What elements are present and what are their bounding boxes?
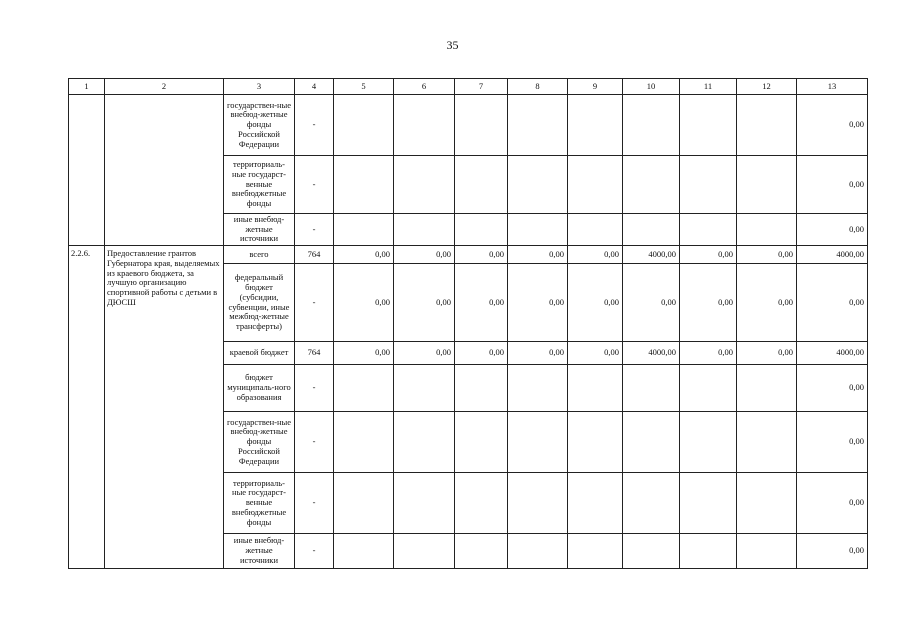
header-row (69, 79, 868, 95)
total-cell: 4000,00 (797, 246, 868, 264)
header-cell: 3 (224, 79, 295, 95)
total-cell: 0,00 (797, 534, 868, 569)
value-cell: 0,00 (680, 342, 737, 365)
header-cell: 9 (568, 79, 623, 95)
value-cell: 0,00 (737, 264, 797, 342)
header-cell: 6 (394, 79, 455, 95)
source-cell: всего (224, 246, 295, 264)
header-cell: 8 (508, 79, 568, 95)
name-cell (105, 95, 224, 246)
value-cell: 0,00 (455, 342, 508, 365)
value-cell: 0,00 (455, 264, 508, 342)
header-cell: 10 (623, 79, 680, 95)
header-cell: 12 (737, 79, 797, 95)
value-cell: 0,00 (737, 246, 797, 264)
value-cell: 0,00 (334, 246, 394, 264)
code-value-cell: - (295, 412, 334, 473)
header-cell: 13 (797, 79, 868, 95)
header-cell: 1 (69, 79, 105, 95)
source-cell: краевой бюджет (224, 342, 295, 365)
total-cell: 0,00 (797, 214, 868, 246)
code-value-cell: - (295, 473, 334, 534)
value-cell: 0,00 (394, 246, 455, 264)
total-cell: 0,00 (797, 264, 868, 342)
source-cell: федеральный бюджет (субсидии, субвенции, иные межбюд-жетные трансферты) (224, 264, 295, 342)
table-row (69, 95, 868, 156)
header-cell: 5 (334, 79, 394, 95)
header-cell: 11 (680, 79, 737, 95)
value-cell: 4000,00 (623, 342, 680, 365)
value-cell: 0,00 (737, 342, 797, 365)
value-cell: 0,00 (334, 264, 394, 342)
source-cell: территориаль-ные государст-венные внебюджетные фонды (224, 473, 295, 534)
value-cell: 0,00 (508, 342, 568, 365)
code-value-cell: - (295, 214, 334, 246)
total-cell: 4000,00 (797, 342, 868, 365)
source-cell: иные внебюд-жетные источники (224, 214, 295, 246)
total-cell: 0,00 (797, 473, 868, 534)
header-cell: 2 (105, 79, 224, 95)
code-value-cell: - (295, 365, 334, 412)
code-value-cell: - (295, 264, 334, 342)
total-cell: 0,00 (797, 95, 868, 156)
value-cell: 0,00 (394, 342, 455, 365)
total-cell: 0,00 (797, 412, 868, 473)
code-value-cell: 764 (295, 246, 334, 264)
source-cell: государствен-ные внебюд-жетные фонды Российской Федерации (224, 95, 295, 156)
value-cell: 0,00 (623, 264, 680, 342)
total-cell: 0,00 (797, 365, 868, 412)
code-value-cell: - (295, 534, 334, 569)
value-cell: 0,00 (680, 246, 737, 264)
value-cell: 0,00 (680, 264, 737, 342)
name-cell: Предоставление грантов Губернатора края, выделяемых из краевого бюджета, за лучшую организацию спортивной работы с детьми в ДЮСШ (105, 246, 224, 569)
value-cell: 0,00 (508, 246, 568, 264)
value-cell: 0,00 (568, 342, 623, 365)
value-cell: 0,00 (508, 264, 568, 342)
code-cell (69, 95, 105, 246)
header-cell: 4 (295, 79, 334, 95)
budget-table (68, 78, 868, 569)
code-value-cell: - (295, 95, 334, 156)
total-cell: 0,00 (797, 156, 868, 214)
page-number: 35 (446, 38, 459, 52)
header-cell: 7 (455, 79, 508, 95)
value-cell: 0,00 (334, 342, 394, 365)
value-cell: 0,00 (394, 264, 455, 342)
value-cell: 0,00 (568, 264, 623, 342)
value-cell: 0,00 (455, 246, 508, 264)
source-cell: государствен-ные внебюд-жетные фонды Российской Федерации (224, 412, 295, 473)
code-cell: 2.2.6. (69, 246, 105, 569)
source-cell: территориаль-ные государст-венные внебюджетные фонды (224, 156, 295, 214)
source-cell: иные внебюд-жетные источники (224, 534, 295, 569)
value-cell: 0,00 (568, 246, 623, 264)
code-value-cell: 764 (295, 342, 334, 365)
table-row (69, 246, 868, 264)
code-value-cell: - (295, 156, 334, 214)
value-cell: 4000,00 (623, 246, 680, 264)
source-cell: бюджет муниципаль-ного образования (224, 365, 295, 412)
